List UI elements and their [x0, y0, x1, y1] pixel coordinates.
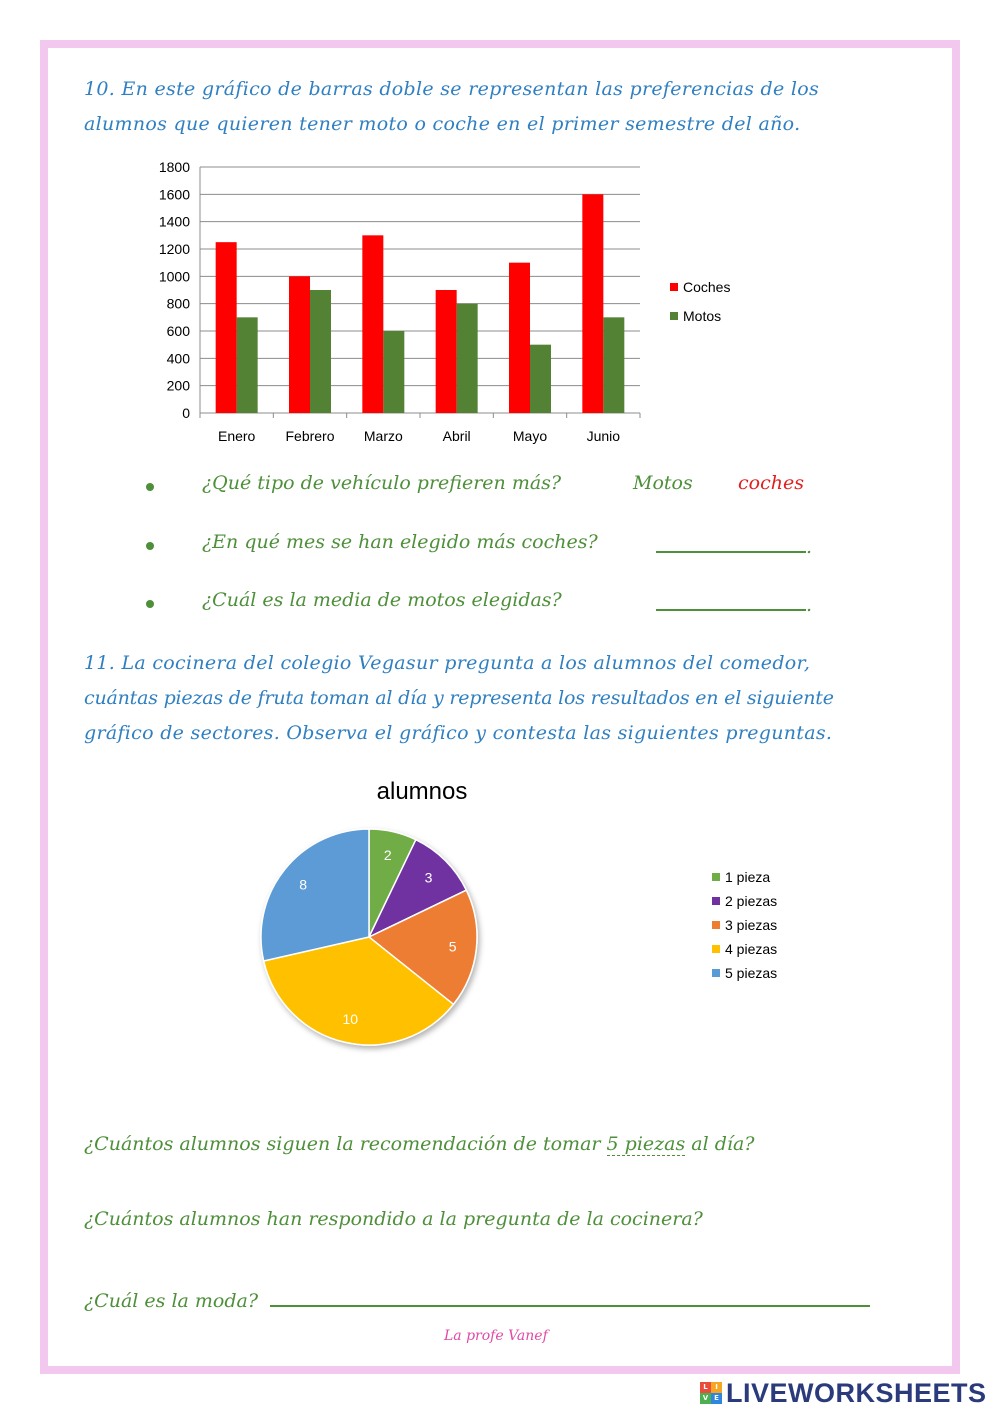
- q10-bullet1-text: ¿Qué tipo de vehículo prefieren más?: [202, 472, 562, 494]
- liveworksheets-brand[interactable]: [700, 1378, 987, 1408]
- legend-label-pie-4: 4 piezas: [725, 941, 778, 957]
- answer-moda-field[interactable]: [270, 1285, 870, 1307]
- legend-swatch-pie-5: [712, 969, 720, 977]
- brand-name: LIVEWORKSHEETS: [726, 1377, 987, 1408]
- pie-data-label: 8: [299, 876, 308, 893]
- option-coches[interactable]: coches: [738, 472, 804, 494]
- q10-intro-line1: 10. En este gráfico de barras doble se representan las preferencias de los: [84, 78, 820, 100]
- x-tick-label: Junio: [586, 428, 621, 444]
- pie-data-label: 10: [342, 1011, 359, 1028]
- q11-intro: [84, 646, 964, 751]
- bar-chart: [140, 150, 760, 460]
- y-tick-label: 400: [166, 350, 190, 367]
- bullet-dot: [146, 483, 154, 491]
- x-tick-label: Abril: [442, 428, 471, 444]
- q11-q1-prefix: ¿Cuántos alumnos siguen la recomendación de tomar: [84, 1133, 601, 1155]
- bar-coches-mayo: [509, 263, 530, 413]
- legend-swatch-coches: [670, 283, 678, 291]
- y-tick-label: 600: [166, 323, 190, 339]
- q11-intro-line1: 11. La cocinera del colegio Vegasur pregunta a los alumnos del comedor,: [84, 652, 811, 674]
- pie-title: alumnos: [376, 778, 468, 805]
- legend-swatch-pie-4: [712, 945, 720, 953]
- pie-data-label: 5: [448, 938, 457, 955]
- legend-swatch-pie-3: [712, 921, 720, 929]
- x-tick-label: Febrero: [285, 428, 335, 444]
- q11-intro-line3: gráfico de sectores. Observa el gráfico y contesta las siguientes preguntas.: [84, 722, 833, 744]
- y-tick-label: 200: [166, 377, 190, 394]
- legend-label-motos: Motos: [683, 308, 722, 324]
- q10-bullet2-text: ¿En qué mes se han elegido más coches?: [202, 531, 598, 553]
- q10-bullet-2: [146, 531, 866, 561]
- bar-motos-abril: [457, 304, 478, 413]
- legend-label-pie-3: 3 piezas: [725, 917, 778, 933]
- q10-bullet-3: [146, 589, 866, 619]
- y-tick-label: 1400: [158, 213, 190, 230]
- pie-slice-5: [261, 829, 369, 961]
- pie-data-label: 3: [424, 869, 433, 886]
- pie-data-label: 2: [383, 846, 392, 863]
- q10-bullet3-text: ¿Cuál es la media de motos elegidas?: [202, 589, 562, 611]
- q11-intro-line2: cuántas piezas de fruta toman al día y representa los resultados en el siguiente: [84, 687, 834, 709]
- answer-month-field[interactable]: .: [656, 531, 812, 558]
- x-tick-label: Mayo: [512, 428, 548, 444]
- q10-intro-line2: alumnos que quieren tener moto o coche en el primer semestre del año.: [84, 113, 801, 135]
- bar-motos-enero: [237, 317, 258, 413]
- legend-label-pie-1: 1 pieza: [725, 869, 771, 885]
- q11-q1-highlight: 5 piezas: [606, 1133, 686, 1155]
- bar-coches-febrero: [289, 276, 310, 413]
- bar-coches-junio: [582, 194, 603, 413]
- bar-coches-abril: [436, 290, 457, 413]
- q11-q1-suffix: al día?: [691, 1133, 755, 1155]
- bullet-dot: [146, 542, 154, 550]
- x-tick-label: Enero: [217, 428, 256, 444]
- y-tick-label: 1800: [158, 159, 190, 175]
- legend-swatch-pie-2: [712, 897, 720, 905]
- answer-average-field[interactable]: .: [656, 589, 812, 616]
- bar-motos-marzo: [383, 331, 404, 413]
- bullet-dot: [146, 600, 154, 608]
- y-tick-label: 1200: [158, 241, 190, 257]
- legend-swatch-motos: [670, 312, 678, 320]
- legend-label-coches: Coches: [683, 279, 731, 295]
- bar-coches-marzo: [362, 235, 383, 413]
- x-tick-label: Marzo: [363, 428, 403, 444]
- legend-label-pie-2: 2 piezas: [725, 893, 778, 909]
- bar-coches-enero: [216, 242, 237, 413]
- q11-q3-text: ¿Cuál es la moda?: [84, 1290, 259, 1312]
- q11-question-3: [84, 1285, 870, 1312]
- y-tick-label: 1000: [158, 268, 190, 285]
- q11-question-2: ¿Cuántos alumnos han respondido a la pregunta de la cocinera?: [84, 1208, 703, 1230]
- pie-slices: [261, 829, 477, 1045]
- legend-swatch-pie-1: [712, 873, 720, 881]
- y-tick-label: 0: [182, 405, 190, 421]
- q10-bullet-1: [146, 472, 866, 502]
- bar-motos-junio: [603, 317, 624, 413]
- y-tick-label: 800: [166, 295, 190, 312]
- q10-intro: [84, 72, 819, 142]
- bar-motos-mayo: [530, 345, 551, 413]
- liveworksheets-logo-icon: L I V E: [700, 1382, 722, 1404]
- q11-question-1: [84, 1133, 754, 1155]
- legend-label-pie-5: 5 piezas: [725, 965, 778, 981]
- bar-motos-febrero: [310, 290, 331, 413]
- pie-chart: [240, 770, 840, 1060]
- signature: La profe Vanef: [444, 1328, 548, 1344]
- option-motos[interactable]: Motos: [633, 472, 693, 494]
- y-tick-label: 1600: [158, 186, 190, 203]
